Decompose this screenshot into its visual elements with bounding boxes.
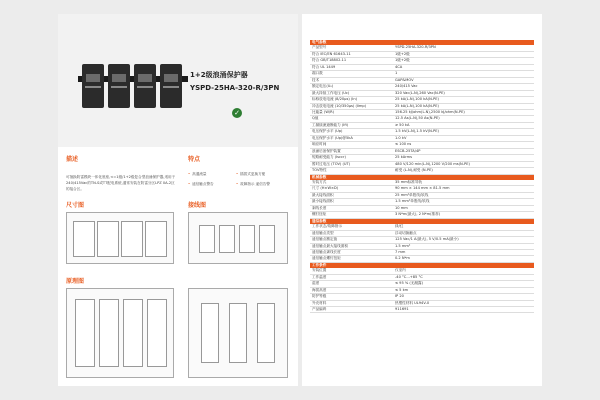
- right-page: [302, 14, 542, 386]
- spec-key: 符合 IEC/EN 61643-11: [310, 51, 395, 57]
- schematic-drawing: [66, 288, 174, 378]
- spec-key: 产品型号: [310, 45, 395, 51]
- feature-item: • 插拔式更换方便: [236, 172, 265, 177]
- spec-key: 防护等级: [310, 294, 395, 300]
- spec-value: ≤ 100 ns: [395, 142, 534, 148]
- spec-key: 端口数: [310, 71, 395, 77]
- spec-key: 比能量 (W/R): [310, 109, 395, 115]
- spec-key: 电压保护水平 (Up): [310, 129, 395, 135]
- certification-check-icon: ✓: [232, 108, 242, 118]
- spec-value: 480 V/120 min(L-N),1200 V/200 ms(N-PE): [395, 161, 534, 167]
- spec-key: 外壳材料: [310, 300, 395, 306]
- spec-value: 90 mm × 144 mm × 81.5 mm: [395, 186, 534, 192]
- spec-value: 1.5 mm²单股线/软线: [395, 199, 534, 205]
- dimension-drawing: [66, 212, 174, 264]
- spec-key: 电气参数: [310, 40, 395, 45]
- spec-key: 遥信触点额定值: [310, 237, 395, 243]
- spec-key: 安装方式: [310, 180, 395, 186]
- schematic-detail-drawing: [188, 288, 288, 378]
- spec-key: 遥信触点类型: [310, 230, 395, 236]
- spec-value: IP 20: [395, 294, 534, 300]
- spec-key: 符合 GB/T18802.11: [310, 58, 395, 64]
- spec-key: TOV特性: [310, 168, 395, 174]
- spec-key: 最大持续工作电压 (Uc): [310, 90, 395, 96]
- spec-value: ESCB-25TA/4P: [395, 148, 534, 154]
- spec-value: 3 N*m(最大), 2 N*m(推荐): [395, 212, 534, 218]
- spec-value: 1.0 kV: [395, 135, 534, 141]
- spec-value: 25 kArms: [395, 155, 534, 161]
- spec-value: 12.5 As(L-N),50 As(N-PE): [395, 116, 534, 122]
- spec-key: 遥信触点最大接线面积: [310, 243, 395, 249]
- spec-key: 安装位置: [310, 268, 395, 274]
- spec-key: 尺寸 (H×W×D): [310, 186, 395, 192]
- spec-key: 暂时过电压 (TOV) (UT): [310, 161, 395, 167]
- spec-value: 10 mm: [395, 205, 534, 211]
- spd-device-image: [78, 58, 188, 114]
- section-description: 描述: [66, 156, 79, 163]
- spec-value: 0.2 N*m: [395, 256, 534, 262]
- spec-table: [310, 40, 534, 313]
- left-page: [58, 14, 298, 386]
- spec-value: ≤ 5 km: [395, 287, 534, 293]
- product-hero: [58, 14, 298, 147]
- spec-value: 1.5 mm²: [395, 243, 534, 249]
- spec-key: 机械参数: [310, 174, 395, 180]
- spec-value: 1.5 kV(L-N),1.5 kV(N-PE): [395, 129, 534, 135]
- spec-key: 响应时间: [310, 142, 395, 148]
- spec-value: 1级+2级: [395, 58, 534, 64]
- spec-key: 最小接线面积: [310, 199, 395, 205]
- feature-item: • 遥信触点警告: [188, 182, 214, 187]
- spec-value: 仅室内: [395, 268, 534, 274]
- spec-value: 156.25 kJ/ohm(L-N),2500 kJ/ohm(N-PE): [395, 109, 534, 115]
- spec-value: 浮动切换触点: [395, 230, 534, 236]
- spec-value: 耐受 (L-N),耐受 (N-PE): [395, 168, 534, 174]
- spec-key: 工频续流遮断能力 (Ifi): [310, 122, 395, 128]
- spec-key: 符合 UL 1449: [310, 64, 395, 70]
- spec-key: 工作状态/故障指示: [310, 224, 395, 230]
- spec-value: 1级+2级: [395, 51, 534, 57]
- spec-key: 工作条件: [310, 262, 395, 268]
- spec-key: 冲击放电电流 (10/350μs) (Iimp): [310, 103, 395, 109]
- spec-value: 25 kA(L-N),100 kA(N-PE): [395, 103, 534, 109]
- spec-value: 25 kA(L-N),100 kA(N-PE): [395, 97, 534, 103]
- spec-value: ≥ 50 kA: [395, 122, 534, 128]
- spec-value: 绿/红: [395, 224, 534, 230]
- spec-key: 产品编码: [310, 307, 395, 313]
- spec-row: [310, 307, 534, 313]
- spec-key: 短路耐受能力 (Isccr): [310, 155, 395, 161]
- spec-value: 7 mm: [395, 249, 534, 255]
- spec-key: 海拔高度: [310, 287, 395, 293]
- spec-key: 遥信参数: [310, 218, 395, 224]
- product-model: YSPD-25HA-320-R/3PN: [190, 84, 280, 92]
- spec-key: Q值: [310, 116, 395, 122]
- section-dimensions: 尺寸图: [66, 202, 85, 209]
- spec-key: 额定电压(U₀): [310, 84, 395, 90]
- spec-value: 35 mm标准导轨: [395, 180, 534, 186]
- spec-value: 25 mm²单股线/软线: [395, 192, 534, 198]
- spec-key: 技术: [310, 77, 395, 83]
- spec-key: 湿度: [310, 281, 395, 287]
- spec-value: 热塑性材料 UL94V-0: [395, 300, 534, 306]
- spec-value: YSPD-25HA-320-R/3PN: [395, 45, 534, 51]
- wiring-drawing: [188, 212, 288, 264]
- spec-value: 320 Vac(L-N),260 Vac(N-PE): [395, 90, 534, 96]
- spec-value: 911691: [395, 307, 534, 313]
- spec-value: 4CA: [395, 64, 534, 70]
- spec-value: GAP&MOV: [395, 77, 534, 83]
- spec-key: 标称放电电流 (8/20μs) (In): [310, 97, 395, 103]
- spec-key: 工作温度: [310, 274, 395, 280]
- spec-key: 电压保护水平 (Up)@5kA: [310, 135, 395, 141]
- product-title: 1+2级浪涌保护器: [190, 71, 248, 79]
- spec-key: 剥线长度: [310, 205, 395, 211]
- spec-key: 最大接线面积: [310, 192, 395, 198]
- spec-value: 240/415 Vac: [395, 84, 534, 90]
- section-features: 特点: [188, 156, 201, 163]
- feature-item: • 故障指示 遥信告警: [236, 182, 270, 187]
- section-wiring: 接线图: [188, 202, 207, 209]
- spec-key: 遥信触点螺钉扭矩: [310, 256, 395, 262]
- section-schematic: 原理图: [66, 278, 85, 285]
- feature-item: • 高通流量: [188, 172, 207, 177]
- spec-value: -40 °C...+85 °C: [395, 274, 534, 280]
- spec-key: 浪涌后备保护装置: [310, 148, 395, 154]
- spec-value: ≤ 95 % (无凝露): [395, 281, 534, 287]
- spec-key: 螺钉扭矩: [310, 212, 395, 218]
- spec-key: 遥信触点剥线长度: [310, 249, 395, 255]
- description-text: 可抽换防雷模块一体化底座,<=1级/1+2级复合型浪涌保护器,适用于240/415Vac的TN-S或TT配电系统,通常安装在防雷分区LPZ 0A-2区的接合区。: [66, 175, 176, 191]
- spec-value: 125 Vac/1 A(最大), 5 V/0.5 mA(最小): [395, 237, 534, 243]
- spec-value: 1: [395, 71, 534, 77]
